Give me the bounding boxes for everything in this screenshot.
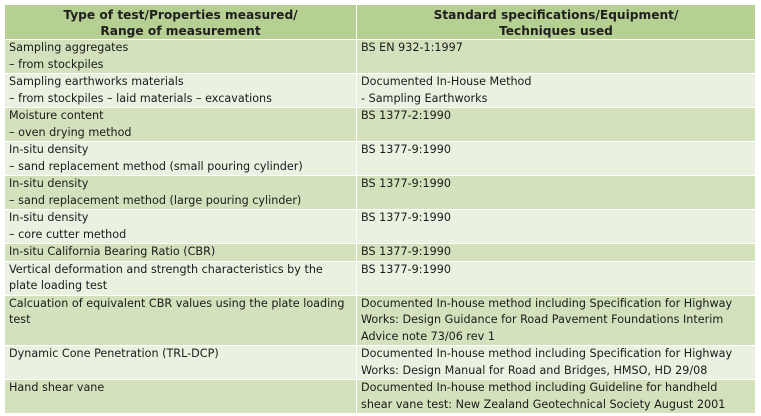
test-cell: Dynamic Cone Penetration (TRL-DCP) — [5, 346, 357, 380]
standard-cell: BS 1377-9:1990 — [357, 142, 756, 176]
table-row — [5, 244, 756, 262]
standard-cell: BS 1377-9:1990 — [357, 261, 756, 295]
header-row — [5, 5, 756, 40]
table-row — [5, 176, 756, 210]
table-row — [5, 346, 756, 380]
table-row — [5, 108, 756, 142]
test-cell: Sampling aggregates – from stockpiles — [5, 40, 357, 74]
test-cell: Sampling earthworks materials – from stockpiles – laid materials – excavations — [5, 74, 357, 108]
standard-cell: BS 1377-9:1990 — [357, 176, 756, 210]
standard-cell: BS EN 932-1:1997 — [357, 40, 756, 74]
header-standard: Standard specifications/Equipment/ Techniques used — [357, 5, 756, 40]
table-row — [5, 74, 756, 108]
standard-cell: Documented In-house method including Specification for Highway Works: Design Manual for Road and Bridges, HMSO, HD 29/08 — [357, 346, 756, 380]
test-cell: Calcuation of equivalent CBR values using the plate loading test — [5, 295, 357, 346]
table-row — [5, 142, 756, 176]
standard-cell: BS 1377-9:1990 — [357, 244, 756, 262]
header-test-type: Type of test/Properties measured/ Range of measurement — [5, 5, 357, 40]
test-cell: Moisture content – oven drying method — [5, 108, 357, 142]
test-cell: In-situ California Bearing Ratio (CBR) — [5, 244, 357, 262]
standard-cell: Documented In-House Method - Sampling Earthworks — [357, 74, 756, 108]
test-cell: Hand shear vane — [5, 380, 357, 414]
test-cell: Vertical deformation and strength characteristics by the plate loading test — [5, 261, 357, 295]
standard-cell: Documented In-house method including Specification for Highway Works: Design Guidance for Road Pavement Foundations Interim Advice note 73/06 rev 1 — [357, 295, 756, 346]
table-row — [5, 210, 756, 244]
test-cell: In-situ density – core cutter method — [5, 210, 357, 244]
test-methods-table — [4, 4, 756, 414]
standard-cell: BS 1377-2:1990 — [357, 108, 756, 142]
standard-cell: BS 1377-9:1990 — [357, 210, 756, 244]
table-row — [5, 40, 756, 74]
table-row — [5, 380, 756, 414]
test-cell: In-situ density – sand replacement method (small pouring cylinder) — [5, 142, 357, 176]
table-row — [5, 295, 756, 346]
test-cell: In-situ density – sand replacement method (large pouring cylinder) — [5, 176, 357, 210]
standard-cell: Documented In-house method including Guideline for handheld shear vane test: New Zealand Geotechnical Society August 2001 — [357, 380, 756, 414]
table-row — [5, 261, 756, 295]
